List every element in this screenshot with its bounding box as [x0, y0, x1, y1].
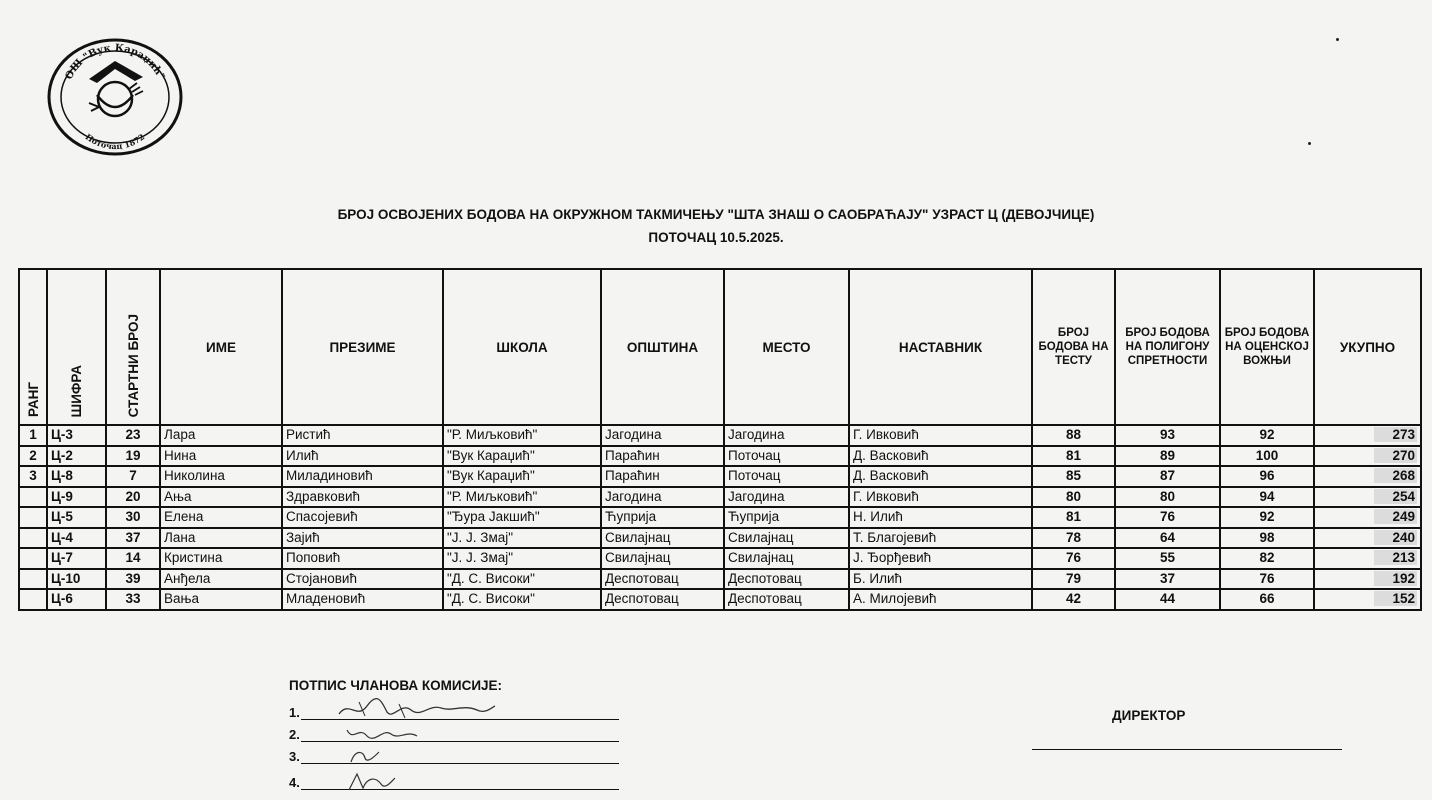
results-table [18, 268, 1422, 611]
cell-municipality: Параћин [601, 466, 724, 487]
header-test: БРОЈ БОДОВА НА ТЕСТУ [1032, 269, 1115, 425]
signature-line-2 [289, 724, 619, 742]
cell-polygon: 80 [1115, 487, 1220, 508]
logo-text-bottom: Поточац 1872 [83, 131, 147, 152]
cell-code: Ц-8 [47, 466, 106, 487]
cell-municipality: Деспотовац [601, 589, 724, 610]
cell-total [1314, 425, 1421, 446]
table-row [19, 548, 1421, 569]
cell-code: Ц-7 [47, 548, 106, 569]
handwritten-signature-2 [329, 724, 449, 744]
cell-name: Анђела [160, 569, 282, 590]
cell-surname: Миладиновић [282, 466, 443, 487]
cell-place: Поточац [724, 466, 849, 487]
cell-test: 81 [1032, 446, 1115, 467]
cell-code: Ц-5 [47, 507, 106, 528]
cell-code: Ц-9 [47, 487, 106, 508]
cell-place: Свилајнац [724, 548, 849, 569]
cell-polygon: 93 [1115, 425, 1220, 446]
cell-total [1314, 548, 1421, 569]
cell-code: Ц-10 [47, 569, 106, 590]
cell-rank [19, 528, 47, 549]
cell-name: Лана [160, 528, 282, 549]
signature-number: 1. [289, 705, 300, 720]
cell-driving: 66 [1220, 589, 1314, 610]
cell-driving: 94 [1220, 487, 1314, 508]
cell-place: Деспотовац [724, 569, 849, 590]
logo-text-top: ОШ "Вук Караџић" [63, 42, 167, 82]
cell-rank [19, 487, 47, 508]
cell-code: Ц-4 [47, 528, 106, 549]
cell-start: 33 [106, 589, 160, 610]
cell-name: Елена [160, 507, 282, 528]
cell-municipality: Свилајнац [601, 528, 724, 549]
cell-test: 78 [1032, 528, 1115, 549]
header-municipality: ОПШТИНА [601, 269, 724, 425]
cell-total [1314, 466, 1421, 487]
cell-driving: 98 [1220, 528, 1314, 549]
header-rank-label: РАНГ [25, 382, 41, 417]
total-value: 254 [1374, 489, 1417, 504]
cell-place: Јагодина [724, 487, 849, 508]
cell-school: "Р. Миљковић" [443, 487, 601, 508]
header-code [47, 269, 106, 425]
cell-polygon: 89 [1115, 446, 1220, 467]
cell-driving: 82 [1220, 548, 1314, 569]
signature-line-1 [289, 702, 619, 720]
cell-test: 76 [1032, 548, 1115, 569]
cell-start: 14 [106, 548, 160, 569]
cell-municipality: Јагодина [601, 487, 724, 508]
signature-number: 2. [289, 727, 300, 742]
cell-rank [19, 569, 47, 590]
title-line-1: БРОЈ ОСВОЈЕНИХ БОДОВА НА ОКРУЖНОМ ТАКМИЧЕЊУ "ШТА ЗНАШ О САОБРАЋАЈУ" УЗРАСТ Ц (ДЕВОЈЧИЦЕ) [337, 207, 1095, 222]
header-place: МЕСТО [724, 269, 849, 425]
title-line-2: ПОТОЧАЦ 10.5.2025. [648, 230, 784, 245]
signature-line-4 [289, 772, 619, 790]
cell-total [1314, 446, 1421, 467]
table-row [19, 466, 1421, 487]
cell-start: 19 [106, 446, 160, 467]
total-value: 240 [1374, 530, 1417, 545]
cell-surname: Поповић [282, 548, 443, 569]
document-title [0, 203, 1432, 249]
header-start-no-label: СТАРТНИ БРОЈ [125, 313, 141, 417]
cell-surname: Спасојевић [282, 507, 443, 528]
cell-teacher: Т. Благојевић [849, 528, 1032, 549]
cell-surname: Стојановић [282, 569, 443, 590]
cell-start: 7 [106, 466, 160, 487]
total-value: 249 [1374, 509, 1417, 524]
cell-school: "Д. С. Високи" [443, 589, 601, 610]
cell-test: 81 [1032, 507, 1115, 528]
cell-test: 79 [1032, 569, 1115, 590]
cell-polygon: 64 [1115, 528, 1220, 549]
table-row [19, 425, 1421, 446]
header-teacher: НАСТАВНИК [849, 269, 1032, 425]
cell-driving: 76 [1220, 569, 1314, 590]
table-row [19, 569, 1421, 590]
speck [1308, 142, 1311, 145]
cell-start: 20 [106, 487, 160, 508]
table-row [19, 507, 1421, 528]
total-value: 270 [1374, 448, 1417, 463]
total-value: 152 [1374, 591, 1417, 606]
cell-name: Вања [160, 589, 282, 610]
speck [1336, 38, 1339, 41]
signature-number: 4. [289, 775, 300, 790]
header-start-no [106, 269, 160, 425]
cell-place: Ћуприја [724, 507, 849, 528]
cell-test: 85 [1032, 466, 1115, 487]
table-row [19, 589, 1421, 610]
cell-total [1314, 507, 1421, 528]
cell-total [1314, 528, 1421, 549]
cell-surname: Зајић [282, 528, 443, 549]
cell-teacher: Д. Васковић [849, 446, 1032, 467]
cell-rank [19, 548, 47, 569]
header-code-label: ШИФРА [69, 364, 84, 417]
handwritten-signature-1 [329, 698, 499, 722]
cell-name: Нина [160, 446, 282, 467]
cell-total [1314, 487, 1421, 508]
school-logo [45, 37, 185, 157]
cell-teacher: Г. Ивковић [849, 425, 1032, 446]
cell-rank [19, 507, 47, 528]
cell-surname: Ристић [282, 425, 443, 446]
cell-name: Ања [160, 487, 282, 508]
cell-school: "Ј. Ј. Змај" [443, 528, 601, 549]
cell-rank [19, 589, 47, 610]
cell-rank: 3 [19, 466, 47, 487]
header-row [19, 269, 1421, 425]
cell-teacher: Н. Илић [849, 507, 1032, 528]
header-school: ШКОЛА [443, 269, 601, 425]
cell-test: 42 [1032, 589, 1115, 610]
cell-name: Кристина [160, 548, 282, 569]
director-label: ДИРЕКТОР [1112, 708, 1186, 723]
cell-code: Ц-6 [47, 589, 106, 610]
cell-code: Ц-2 [47, 446, 106, 467]
table-row [19, 446, 1421, 467]
cell-place: Јагодина [724, 425, 849, 446]
header-surname: ПРЕЗИМЕ [282, 269, 443, 425]
cell-driving: 92 [1220, 425, 1314, 446]
total-value: 213 [1374, 550, 1417, 565]
cell-polygon: 44 [1115, 589, 1220, 610]
director-signature-line [1032, 749, 1342, 750]
cell-start: 37 [106, 528, 160, 549]
total-value: 273 [1374, 427, 1417, 442]
cell-name: Николина [160, 466, 282, 487]
cell-municipality: Свилајнац [601, 548, 724, 569]
header-total: УКУПНО [1314, 269, 1421, 425]
cell-municipality: Јагодина [601, 425, 724, 446]
cell-driving: 96 [1220, 466, 1314, 487]
cell-driving: 92 [1220, 507, 1314, 528]
cell-teacher: Г. Ивковић [849, 487, 1032, 508]
cell-start: 30 [106, 507, 160, 528]
cell-municipality: Ћуприја [601, 507, 724, 528]
cell-municipality: Деспотовац [601, 569, 724, 590]
cell-start: 39 [106, 569, 160, 590]
cell-surname: Здравковић [282, 487, 443, 508]
handwritten-signature-4 [329, 770, 409, 792]
header-rank [19, 269, 47, 425]
commission-signatures-title: ПОТПИС ЧЛАНОВА КОМИСИЈЕ: [289, 678, 503, 693]
total-value: 192 [1374, 571, 1417, 586]
cell-school: "Вук Караџић" [443, 466, 601, 487]
cell-school: "Р. Миљковић" [443, 425, 601, 446]
cell-surname: Илић [282, 446, 443, 467]
cell-polygon: 87 [1115, 466, 1220, 487]
cell-rank: 1 [19, 425, 47, 446]
header-polygon: БРОЈ БОДОВА НА ПОЛИГОНУ СПРЕТНОСТИ [1115, 269, 1220, 425]
cell-teacher: Б. Илић [849, 569, 1032, 590]
table-row [19, 487, 1421, 508]
total-value: 268 [1374, 468, 1417, 483]
cell-teacher: Д. Васковић [849, 466, 1032, 487]
cell-polygon: 76 [1115, 507, 1220, 528]
cell-place: Свилајнац [724, 528, 849, 549]
header-name: ИМЕ [160, 269, 282, 425]
svg-text:Поточац 1872 [84, 132, 147, 152]
cell-test: 80 [1032, 487, 1115, 508]
cell-school: "Ђура Јакшић" [443, 507, 601, 528]
cell-code: Ц-3 [47, 425, 106, 446]
signature-line-3 [289, 746, 619, 764]
cell-total [1314, 569, 1421, 590]
cell-polygon: 55 [1115, 548, 1220, 569]
cell-teacher: Ј. Ђорђевић [849, 548, 1032, 569]
handwritten-signature-3 [329, 746, 409, 766]
cell-start: 23 [106, 425, 160, 446]
cell-school: "Ј. Ј. Змај" [443, 548, 601, 569]
cell-test: 88 [1032, 425, 1115, 446]
signature-number: 3. [289, 749, 300, 764]
cell-driving: 100 [1220, 446, 1314, 467]
table-row [19, 528, 1421, 549]
cell-polygon: 37 [1115, 569, 1220, 590]
cell-surname: Младеновић [282, 589, 443, 610]
cell-place: Поточац [724, 446, 849, 467]
cell-total [1314, 589, 1421, 610]
cell-name: Лара [160, 425, 282, 446]
header-driving: БРОЈ БОДОВА НА ОЦЕНСКОЈ ВОЖЊИ [1220, 269, 1314, 425]
cell-rank: 2 [19, 446, 47, 467]
cell-teacher: А. Милојевић [849, 589, 1032, 610]
cell-school: "Вук Караџић" [443, 446, 601, 467]
cell-school: "Д. С. Високи" [443, 569, 601, 590]
cell-municipality: Параћин [601, 446, 724, 467]
cell-place: Деспотовац [724, 589, 849, 610]
